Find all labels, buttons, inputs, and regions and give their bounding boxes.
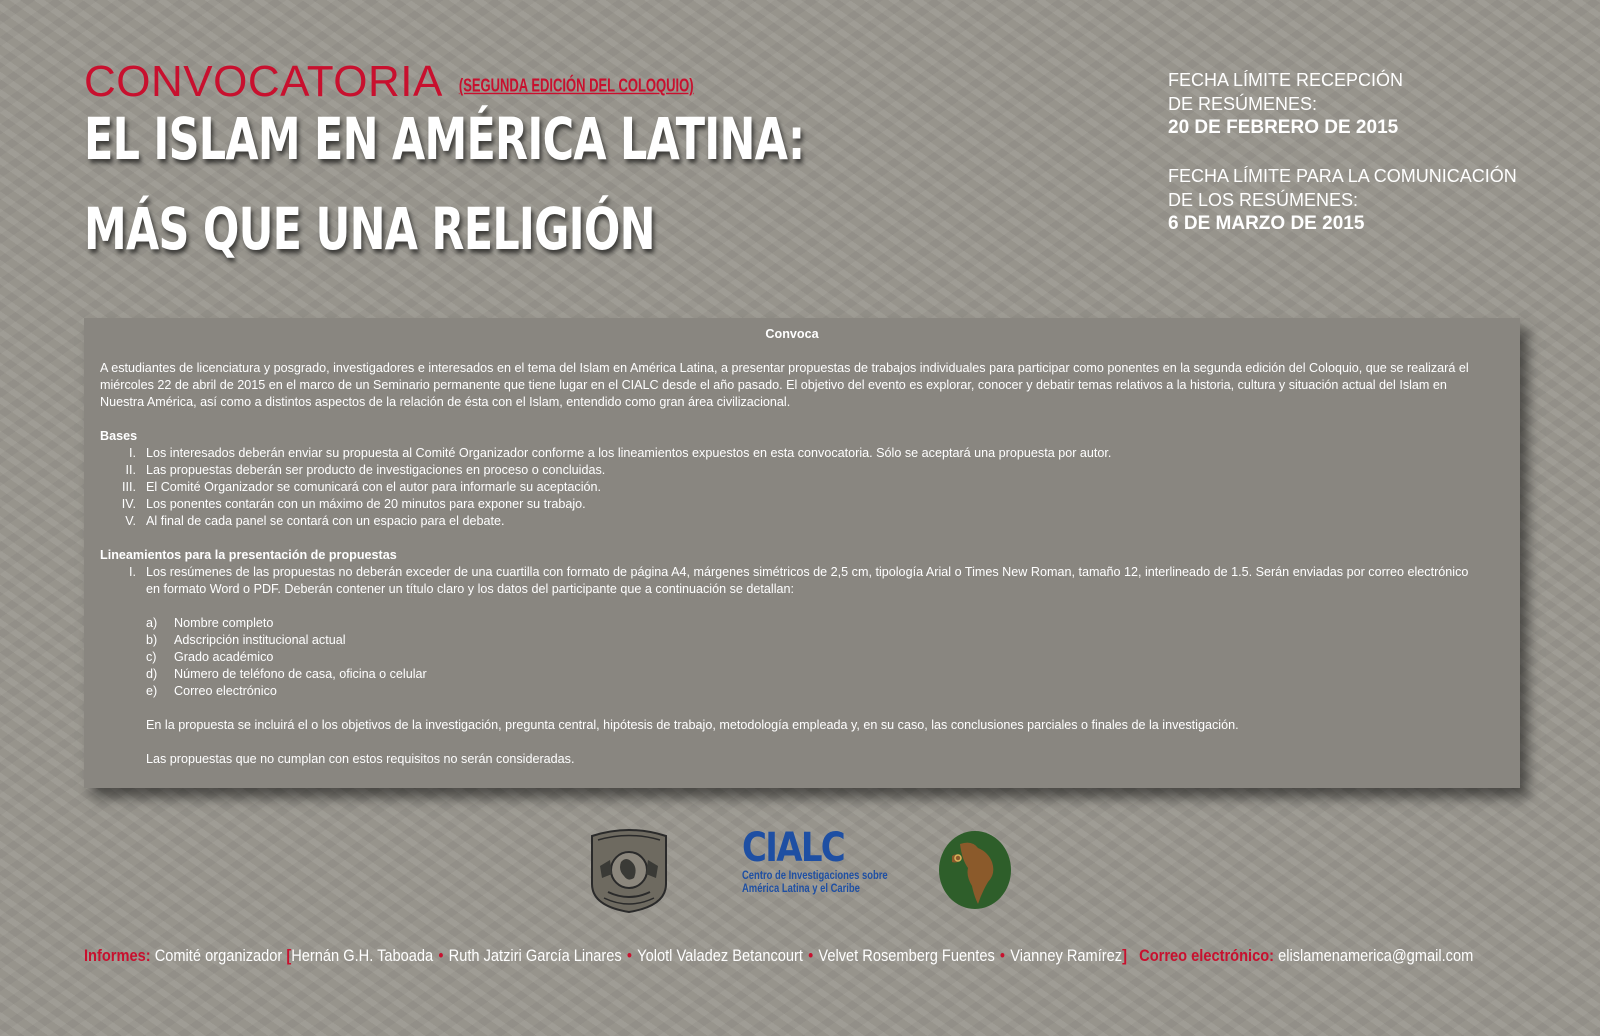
logos-row xyxy=(0,826,1600,916)
deadline-label: DE LOS RESÚMENES: xyxy=(1168,190,1359,210)
list-text: Nombre completo xyxy=(174,616,274,630)
list-item xyxy=(100,479,1484,496)
list-number: I. xyxy=(129,446,136,460)
unam-seal-icon xyxy=(588,826,670,914)
cialc-logo-text: CIALC xyxy=(742,825,845,871)
footer-contacts: Informes: Comité organizador [Hernán G.H. Taboada • Ruth Jatziri García Linares • Yolotl Valadez Betancourt • Velvet Rosemberg Fuentes • Vianney Ramírez] Correo electrónico: elislamenamerica@gmail.com xyxy=(84,946,1474,965)
list-item xyxy=(146,632,1484,649)
list-item xyxy=(100,513,1484,530)
list-number: V. xyxy=(125,514,136,528)
list-number: I. xyxy=(129,565,136,579)
list-item xyxy=(146,615,1484,632)
cialc-logo-subtitle: América Latina y el Caribe xyxy=(742,883,860,895)
list-text: Al final de cada panel se contará con un espacio para el debate. xyxy=(146,514,505,528)
cialc-logo xyxy=(742,825,888,906)
guidelines-heading: Lineamientos para la presentación de propuestas xyxy=(100,548,397,562)
guidelines-list xyxy=(100,564,1484,598)
deadline-label: FECHA LÍMITE PARA LA COMUNICACIÓN xyxy=(1168,166,1517,186)
email-label: Correo electrónico: xyxy=(1139,946,1275,965)
list-item xyxy=(100,445,1484,462)
list-letter: a) xyxy=(146,616,158,630)
objectives-note: En la propuesta se incluirá el o los objetivos de la investigación, pregunta central, hipótesis de trabajo, metodología empleada y, en su caso, las conclusiones parciales o finales de la investigación. xyxy=(146,718,1239,732)
list-number: II. xyxy=(125,463,136,477)
deadline-communication xyxy=(1168,164,1568,236)
committee-member: Yolotl Valadez Betancourt xyxy=(637,946,803,965)
list-text: Adscripción institucional actual xyxy=(174,633,346,647)
convocatoria-line xyxy=(84,57,1084,106)
requirements-note: Las propuestas que no cumplan con estos requisitos no serán consideradas. xyxy=(146,752,575,766)
deadline-label: DE RESÚMENES: xyxy=(1168,94,1318,114)
list-item xyxy=(100,564,1484,598)
list-text: Grado académico xyxy=(174,650,274,664)
list-text: El Comité Organizador se comunicará con el autor para informarle su aceptación. xyxy=(146,480,601,494)
committee-member: Velvet Rosemberg Fuentes xyxy=(818,946,995,965)
committee-label: Comité organizador xyxy=(154,946,283,965)
list-item xyxy=(100,496,1484,513)
informes-label: Informes: xyxy=(84,946,151,965)
list-letter: c) xyxy=(146,650,157,664)
participant-data-list xyxy=(146,615,1484,700)
list-text: Correo electrónico xyxy=(174,684,277,698)
latin-america-map-icon xyxy=(938,830,1012,910)
list-letter: e) xyxy=(146,684,158,698)
call-details-panel xyxy=(84,318,1520,788)
edition-subtitle: (SEGUNDA EDICIÓN DEL COLOQUIO) xyxy=(458,74,694,96)
list-text: Los ponentes contarán con un máximo de 20 minutos para exponer su trabajo. xyxy=(146,497,586,511)
committee-member: Hernán G.H. Taboada xyxy=(291,946,434,965)
list-item xyxy=(146,683,1484,700)
list-letter: d) xyxy=(146,667,158,681)
list-item xyxy=(100,462,1484,479)
list-item xyxy=(146,666,1484,683)
deadline-date: 6 DE MARZO DE 2015 xyxy=(1168,213,1365,234)
committee-member: Vianney Ramírez xyxy=(1010,946,1123,965)
list-text: Número de teléfono de casa, oficina o celular xyxy=(174,667,427,681)
main-title-line-1: EL ISLAM EN AMÉRICA LATINA: xyxy=(84,105,805,173)
panel-title: Convoca xyxy=(765,327,819,341)
convocatoria-heading: CONVOCATORIA xyxy=(84,57,443,106)
poster-header xyxy=(84,57,1084,263)
bases-heading: Bases xyxy=(100,429,138,443)
cialc-logo-subtitle: Centro de Investigaciones sobre xyxy=(742,870,888,882)
committee-member: Ruth Jatziri García Linares xyxy=(448,946,622,965)
list-text: Los resúmenes de las propuestas no deberán exceder de una cuartilla con formato de página A4, márgenes simétricos de 2,5 cm, tipología Arial o Times New Roman, tamaño 12, interlineado de 1.5. Serán enviadas por correo electrónico en formato Word o PDF. Deberán contener un título claro y los datos del participante que a continuación se detallan: xyxy=(146,565,1469,596)
contact-email[interactable]: elislamenamerica@gmail.com xyxy=(1278,946,1474,965)
deadline-reception xyxy=(1168,68,1568,140)
deadline-date: 20 DE FEBRERO DE 2015 xyxy=(1168,117,1399,138)
list-item xyxy=(146,649,1484,666)
deadlines-block xyxy=(1168,68,1568,260)
main-title-line-2: MÁS QUE UNA RELIGIÓN xyxy=(84,195,655,263)
list-number: III. xyxy=(122,480,136,494)
bases-list xyxy=(100,445,1484,530)
list-text: Las propuestas deberán ser producto de investigaciones en proceso o concluidas. xyxy=(146,463,606,477)
list-text: Los interesados deberán enviar su propuesta al Comité Organizador conforme a los lineamientos expuestos en esta convocatoria. Sólo se aceptará una propuesta por autor. xyxy=(146,446,1112,460)
list-number: IV. xyxy=(121,497,136,511)
list-letter: b) xyxy=(146,633,158,647)
deadline-label: FECHA LÍMITE RECEPCIÓN xyxy=(1168,70,1404,90)
intro-paragraph: A estudiantes de licenciatura y posgrado, investigadores e interesados en el tema del Islam en América Latina, a presentar propuestas de trabajos individuales para participar como ponentes en la segunda edición del Coloquio, que se realizará el miércoles 22 de abril de 2015 en el marco de un Seminario permanente que tiene lugar en el CIALC desde el año pasado. El objetivo del evento es explorar, conocer y debatir temas relativos a la historia, cultura y situación actual del Islam en Nuestra América, así como a distintos aspectos de la relación de ésta con el Islam, entendido como gran área civilizacional. xyxy=(100,361,1469,409)
